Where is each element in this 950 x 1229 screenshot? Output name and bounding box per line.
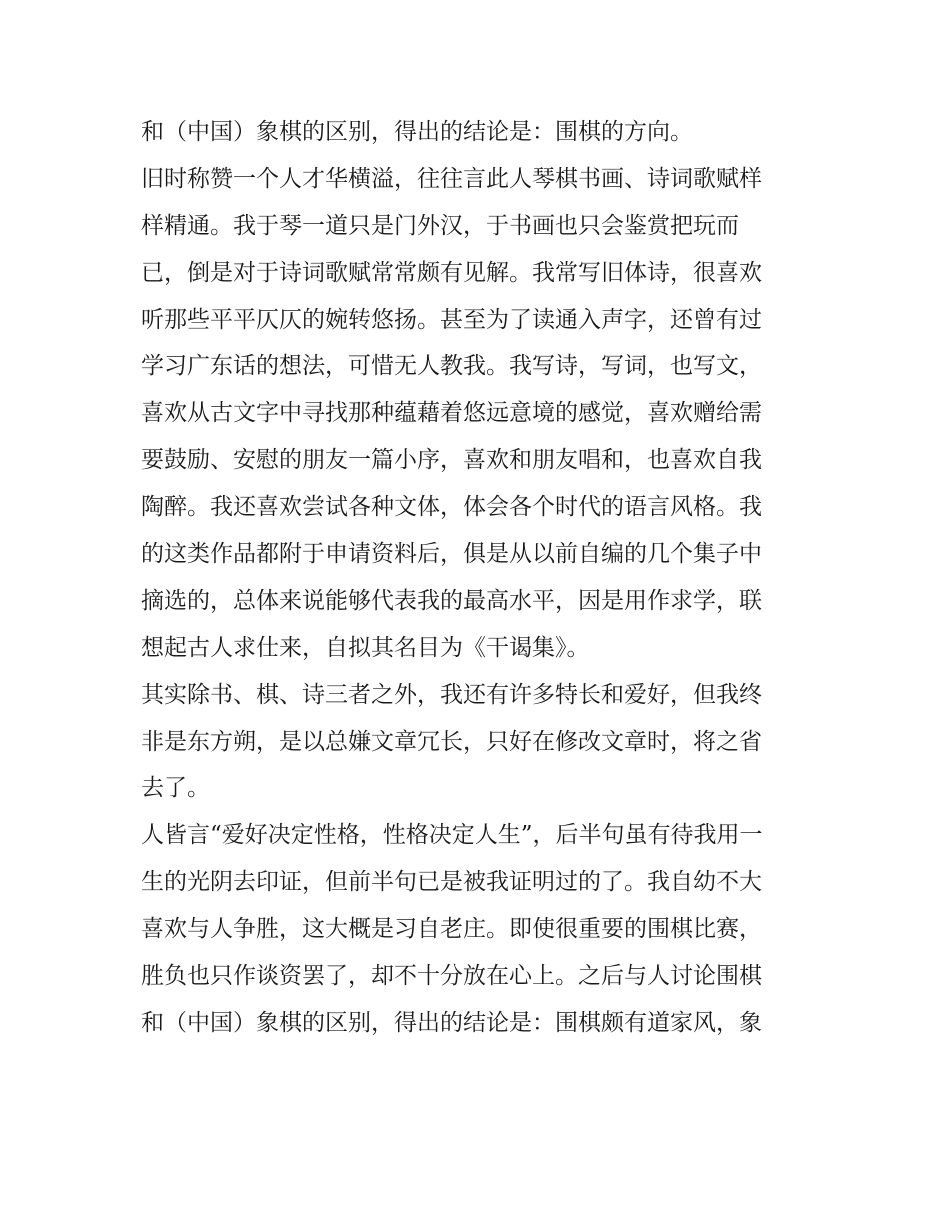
text-line: 胜负也只作谈资罢了，却不十分放在心上。之后与人讨论围棋	[141, 963, 762, 990]
text-line: 要鼓励、安慰的朋友一篇小序，喜欢和朋友唱和，也喜欢自我	[141, 447, 762, 474]
text-line: 已，倒是对于诗词歌赋常常颇有见解。我常写旧体诗，很喜欢	[141, 259, 762, 286]
text-line: 陶醉。我还喜欢尝试各种文体，体会各个时代的语言风格。我	[141, 494, 762, 521]
text-line: 学习广东话的想法，可惜无人教我。我写诗，写词，也写文，	[141, 353, 762, 380]
text-line: 非是东方朔，是以总嫌文章冗长，只好在修改文章时，将之省	[141, 728, 762, 755]
text-line: 旧时称赞一个人才华横溢，往往言此人琴棋书画、诗词歌赋样	[141, 165, 762, 192]
text-line: 喜欢与人争胜，这大概是习自老庄。即使很重要的围棋比赛，	[141, 916, 762, 943]
text-line: 去了。	[141, 775, 210, 802]
text-line: 其实除书、棋、诗三者之外，我还有许多特长和爱好，但我终	[141, 681, 762, 708]
essay-text	[141, 109, 813, 1047]
text-line: 想起古人求仕来，自拟其名目为《干谒集》。	[141, 634, 590, 661]
text-line: 喜欢从古文字中寻找那种蕴藉着悠远意境的感觉，喜欢赠给需	[141, 400, 762, 427]
text-line: 和（中国）象棋的区别，得出的结论是：围棋颇有道家风，象	[141, 1009, 762, 1036]
text-line: 生的光阴去印证，但前半句已是被我证明过的了。我自幼不大	[141, 869, 762, 896]
text-line: 的这类作品都附于申请资料后，俱是从以前自编的几个集子中	[141, 541, 762, 568]
text-line: 样精通。我于琴一道只是门外汉，于书画也只会鉴赏把玩而	[141, 212, 739, 239]
text-line: 听那些平平仄仄的婉转悠扬。甚至为了读通入声字，还曾有过	[141, 306, 762, 333]
text-line: 摘选的，总体来说能够代表我的最高水平，因是用作求学，联	[141, 587, 762, 614]
text-line: 人皆言“爱好决定性格，性格决定人生”，后半句虽有待我用一	[141, 822, 763, 849]
text-line: 和（中国）象棋的区别，得出的结论是：围棋的方向。	[141, 119, 693, 145]
